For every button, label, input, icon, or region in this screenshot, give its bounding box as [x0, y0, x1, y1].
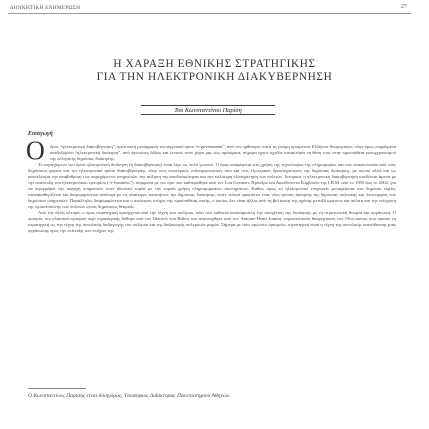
title-line-2: ΓΙΑ ΤΗΝ ΗΛΕΚΤΡΟΝΙΚΗ ΔΙΑΚΥΒΕΡΝΗΣΗ	[96, 70, 333, 83]
running-header: ΔΙΟΙΚΗΤΙΚΗ ΕΝΗΜΕΡΩΣΗ	[10, 5, 81, 11]
author-byline: Του Κωνσταντίνου Παρίση	[141, 105, 275, 115]
page-number: 27	[401, 4, 407, 10]
body-paragraph-3: Από την άλλη πλευρά, ο όρος στρατηγική προέρχεται από την τέχνη του πολέμου, κάτι που καθιστά αναπόφευκτη την συσχέτιση της διοίκησης με τη στρατιωτική θεωρία και οργάνωση. Ο ορισμός του κλασικού ορισμού περί στρατηγικής δόθηκε από τον Dietrich von Bülow και αναπτύχθηκε από τον Antoine-Henri Jomini, στρατιωτικούς θεωρητικούς του 19ου αιώνα, που όρισαν τη στρατηγική ως την τέχνη της συνολικής διεξαγωγής του πολέμου και της διεξαγωγής πολεμικών μαχών. Σήμερα με τους πρώτους ορισμούς, στρατηγική είναι η τέχνη της συνολικής κατεύθυνσης μιας οργάνωσης προς την επίτευξη των στόχων της.	[28, 210, 396, 233]
body-paragraph-1: όρος “ηλεκτρονική διακυβέρνηση”, κατά αυτή μετάφραση του αγγλικού όρου “e-government”, από τον ορθότερο, κατά τη γνώμη ορισμένων Ελλήνων θεωρητικών, πλην όμως εσφαλμένα αποδιδόμενο “ηλεκτρονική διοίκηση”, από άγνωστες λέξεις και έννοιες στον χώρο μας έως πρόσφατα, σήμερα έχουν σχεδόν κατακτήσει τη θέση τους στην προσπάθεια εκσυγχρονισμού της ελληνικής δημόσιας διοίκησης.	[50, 144, 396, 161]
section-heading: Εισαγωγή	[28, 131, 53, 137]
body-paragraph-2: Το περιεχόμενο του όρου ηλεκτρονική διοίκηση (ή διακυβέρνηση) είναι λίγο ως πολύ γνωστό. Ο όρος αναφέρεται στη χρήση της τεχνολογίας της πληροφορίας και των επικοινωνιών από τους δημόσιους φορείς και τον ηλεκτρονικό τρόπο διακυβέρνησης, τόσο στις εσωτερικές ενδοοργανωτικές όσο και στις εξωτερικές δραστηριότητες της δημόσιας διοίκησης, με σκοπό αλλά και ως αποτέλεσμα την αναβάθμιση των παρεχόμενων υπηρεσιών, την αύξηση της αποδοτικότητας και την καλύτερη εξυπηρέτηση των πολιτών. Ιστορικά, η ηλεκτρονική διακυβέρνηση συνδέεται άμεσα με την ανάπτυξη του ηλεκτρονικού εμπορίου (“e-business”), σύμφωνα με τον όρο που καθιερώθηκε από τον Lou Gerstner, Πρόεδρο και Διευθύνοντα Σύμβουλο της I.B.M. από το 1993 έως το 2002, για να περιγράψει την παροχή υπηρεσιών στον ιδιωτικό τομέα με την ευρεία χρήση πληροφοριακών συστημάτων. Καθώς όμως το ηλεκτρονικό επιχειρείν μεταφέρεται στο δημόσιο τομέα, επανακαθορίζεται και διαμορφώνεται ανάλογα με τις ιδιαίτερες απαιτήσεις της δημόσιας διοίκησης, ώστε τελικά προκύπτει ένας νέος τρόπος άσκησης της δημόσιας πολιτικής και λειτουργίας των δημόσιων υπηρεσιών. Παράλληλα, διαμορφώνεται και ο απώτερος στόχος της προσπάθειας αυτής, ο οποίος δεν είναι άλλος από τη βελτίωση της σχέσης μεταξύ κράτους και πολίτη και την ενίσχυση της εμπιστοσύνης των πολιτών στους δημόσιους θεσμούς.	[28, 162, 396, 209]
header-divider	[8, 13, 411, 14]
author-footnote: Ο Κωνσταντίνος Παρίσης είναι δικηγόρος, Υποψήφιος Διδάκτορας Πανεπιστημίου Αθηνών.	[28, 393, 231, 399]
footnote-divider	[28, 388, 86, 389]
title-line-1: Η ΧΑΡΑΞΗ ΕΘΝΙΚΗΣ ΣΤΡΑΤΗΓΙΚΗΣ	[113, 58, 316, 70]
article-title	[0, 58, 429, 83]
drop-cap: Ο	[26, 136, 45, 165]
article-body	[28, 144, 396, 369]
